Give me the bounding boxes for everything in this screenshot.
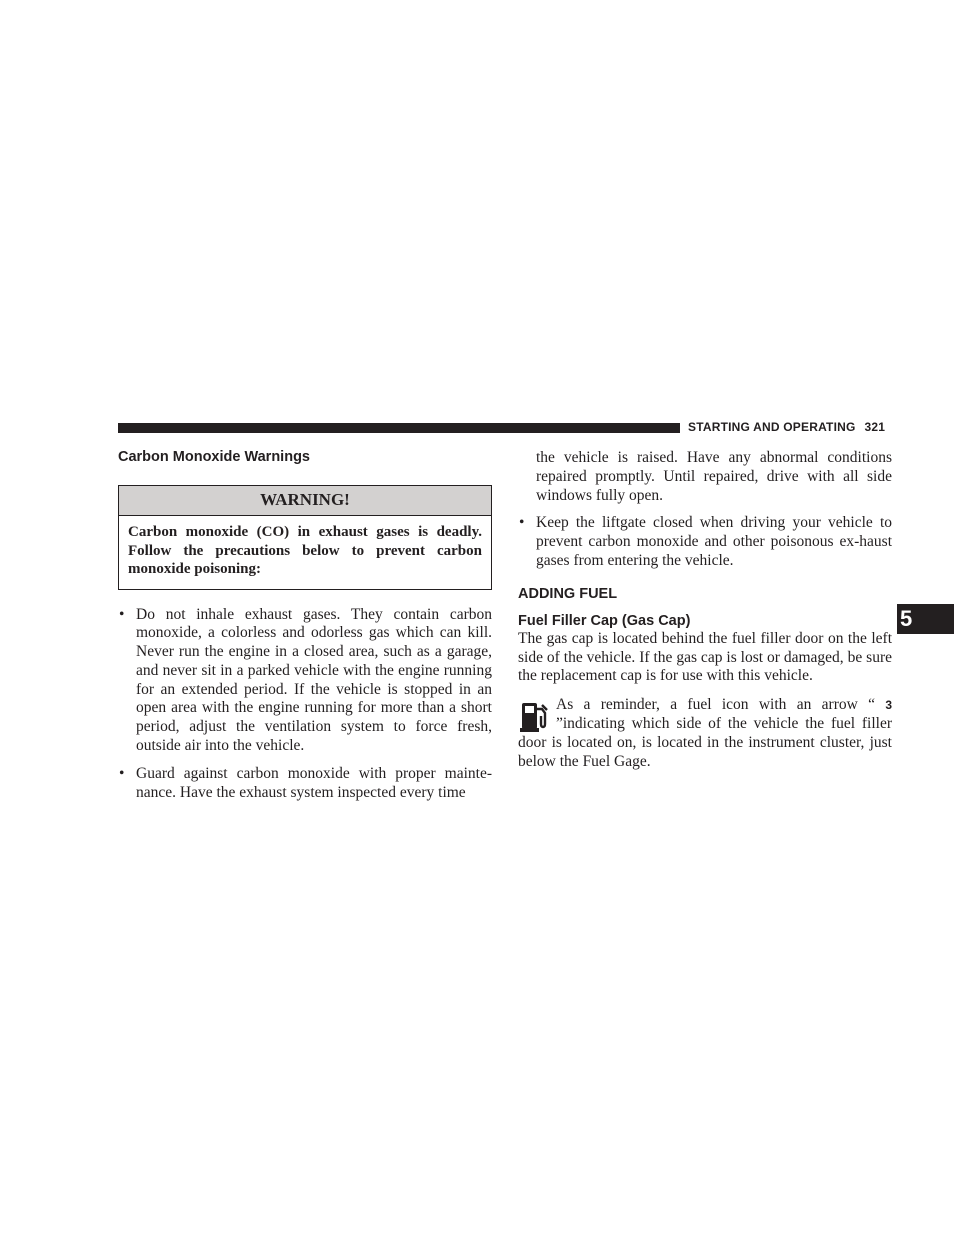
warning-body: Carbon monoxide (CO) in exhaust gases is deadly. Follow the precautions below to prevent carbon monoxide poisoning: [128,524,482,577]
bullet-icon: • [119,764,125,782]
warning-title: WARNING! [119,486,491,516]
fuel-filler-cap-heading: Fuel Filler Cap (Gas Cap) [518,612,691,629]
running-header [688,420,885,434]
right-column [518,449,892,771]
co-precautions-list-continued [518,514,892,570]
fuel-arrow-glyph: 3 [885,698,892,713]
fuel-reminder-paragraph: As a reminder, a fuel icon with an arrow “ 3 ”indicating which side of the vehicle the fuel filler door is located on, is located in the instrument cluster, just below the Fuel Gage. [518,696,892,770]
header-rule [118,423,680,433]
bullet-icon: • [519,514,525,532]
list-item: • Keep the liftgate closed when driving your vehicle to prevent carbon monoxide and other poisonous ex-haust gases from entering the vehicle. [519,514,892,569]
list-item: • Do not inhale exhaust gases. They contain carbon monoxide, a colorless and odorless gas which can kill. Never run the engine in a closed area, such as a garage, and never sit in a parked vehicle with the engine running for an extended period. If the vehicle is stopped in an open area with the engine running for more than a short period, adjust the ventilation system to force fresh, outside air into the vehicle. [119,605,492,755]
page-number: 321 [864,420,886,434]
warning-box [118,485,492,590]
chapter-tab: 5 [897,604,954,634]
carbon-monoxide-heading: Carbon Monoxide Warnings [118,449,310,465]
gas-cap-paragraph: The gas cap is located behind the fuel filler door on the left side of the vehicle. If the gas cap is lost or damaged, be sure the replacement cap is for use with this vehicle. [518,629,892,685]
co-precautions-list [118,606,492,803]
list-item: • Guard against carbon monoxide with proper mainte-nance. Have the exhaust system inspected every time [119,764,492,801]
continued-bullet-text: the vehicle is raised. Have any abnormal conditions repaired promptly. Until repaired, drive with all side windows fully open. [536,449,892,504]
adding-fuel-heading: ADDING FUEL [518,585,618,602]
section-title: STARTING AND OPERATING [688,420,856,434]
bullet-icon: • [119,605,125,623]
fuel-pump-icon [518,699,550,733]
left-column [118,449,492,811]
